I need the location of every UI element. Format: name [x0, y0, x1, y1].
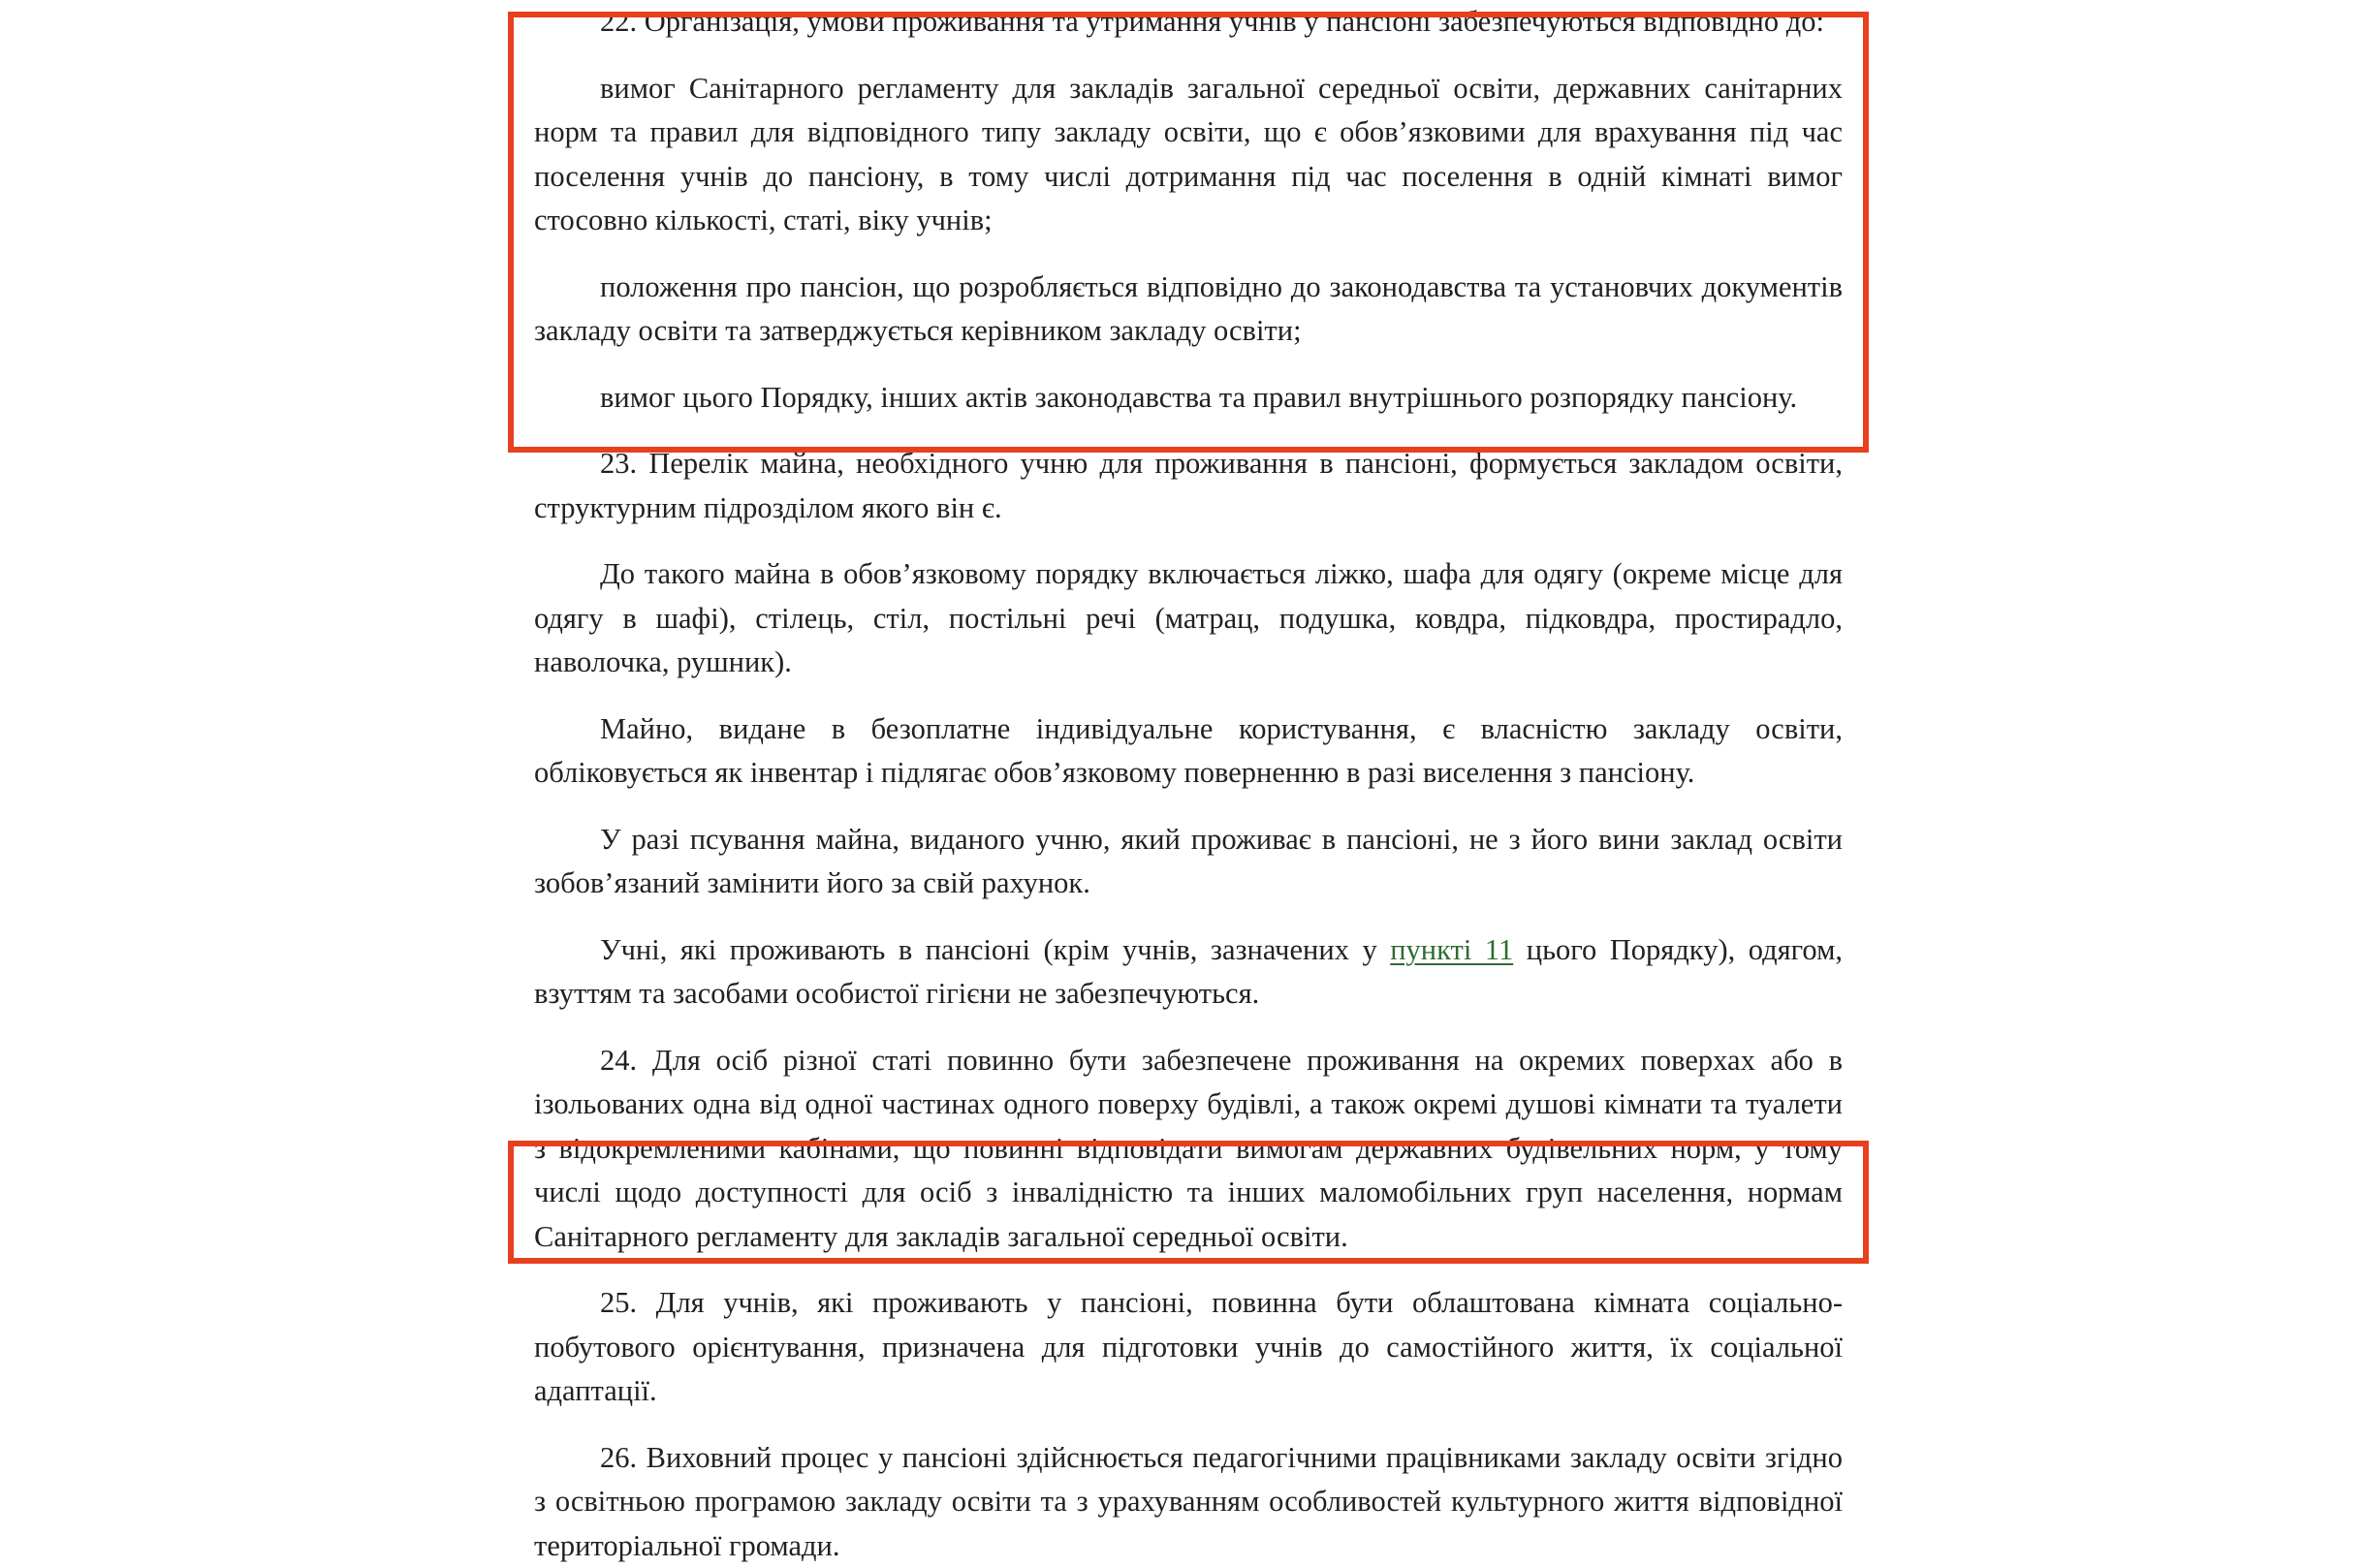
paragraph-23-item-2: Майно, видане в безоплатне індивідуальне користування, є власністю закладу освіти, обліковується як інвентар і підлягає обов’язковому поверненню в разі виселення з пансіону.	[534, 707, 1843, 796]
paragraph-22-item-1: вимог Санітарного регламенту для закладів загальної середньої освіти, державних санітарних норм та правил для відповідного типу закладу освіти, що є обов’язковими для врахування під час поселення учнів до пансіону, в тому числі дотримання під час поселення в одній кімнаті вимог стосовно кількості, статі, віку учнів;	[534, 67, 1843, 243]
document-text-column	[534, 0, 1843, 1568]
link-prefix-text: Учні, які проживають в пансіоні (крім учнів, зазначених у	[600, 933, 1390, 966]
paragraph-22-item-2: положення про пансіон, що розробляється відповідно до законодавства та установчих документів закладу освіти та затверджується керівником закладу освіти;	[534, 266, 1843, 354]
paragraph-23-item-1: До такого майна в обов’язковому порядку включається ліжко, шафа для одягу (окреме місце для одягу в шафі), стілець, стіл, постільні речі (матрац, подушка, ковдра, підковдра, простирадло, наволочка, рушник).	[534, 552, 1843, 685]
link-suffix-text: цього Порядку), одягом, взуттям та засобами особистої гігієни не забезпечуються.	[534, 933, 1843, 1011]
paragraph-23-item-4	[534, 928, 1843, 1017]
paragraph-22: 22. Організація, умови проживання та утримання учнів у пансіоні забезпечуються відповідно до:	[534, 0, 1843, 45]
paragraph-24: 24. Для осіб різної статі повинно бути забезпечене проживання на окремих поверхах або в ізольованих одна від одної частинах одного поверху будівлі, а також окремі душові кімнати та туалети з відокремленими кабінами, що повинні відповідати вимогам державних будівельних норм, у тому числі щодо доступності для осіб з інвалідністю та інших маломобільних груп населення, нормам Санітарного регламенту для закладів загальної середньої освіти.	[534, 1039, 1843, 1260]
paragraph-22-item-3: вимог цього Порядку, інших актів законодавства та правил внутрішнього розпорядку пансіону.	[534, 376, 1843, 421]
paragraph-23: 23. Перелік майна, необхідного учню для проживання в пансіоні, формується закладом освіти, структурним підрозділом якого він є.	[534, 442, 1843, 530]
paragraph-23-item-3: У разі псування майна, виданого учню, який проживає в пансіоні, не з його вини заклад освіти зобов’язаний замінити його за свій рахунок.	[534, 818, 1843, 906]
punkt-11-link[interactable]: пункті 11	[1390, 933, 1513, 966]
paragraph-26: 26. Виховний процес у пансіоні здійснюється педагогічними працівниками закладу освіти згідно з освітньою програмою закладу освіти та з урахуванням особливостей культурного життя відповідної територіальної громади.	[534, 1436, 1843, 1568]
paragraph-25: 25. Для учнів, які проживають у пансіоні, повинна бути облаштована кімната соціально-побутового орієнтування, призначена для підготовки учнів до самостійного життя, їх соціальної адаптації.	[534, 1281, 1843, 1414]
